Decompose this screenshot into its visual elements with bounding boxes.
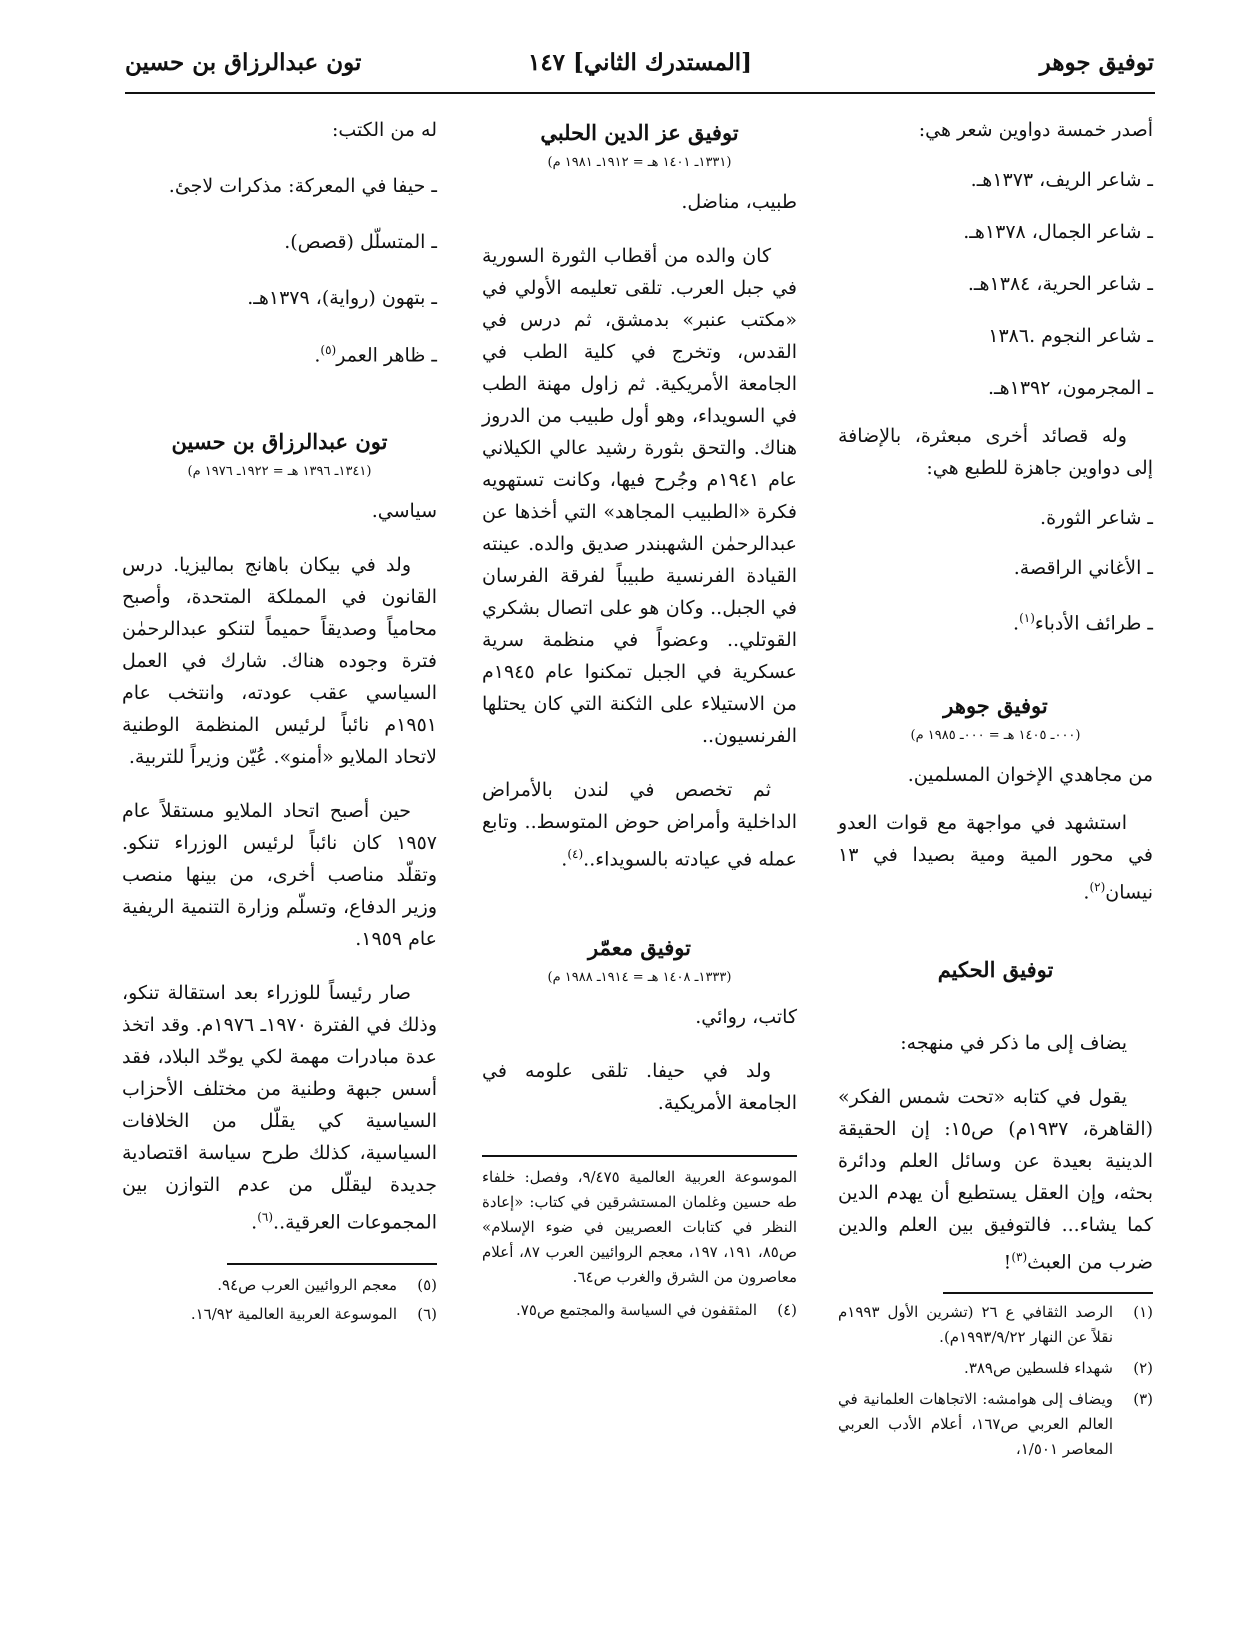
footnote: (٥) معجم الروائيين العرب ص٩٤.	[217, 1275, 437, 1294]
poetry-list	[838, 164, 1153, 404]
running-header-right: توفيق جوهر	[1039, 49, 1154, 76]
entry-paragraph: كان والده من أقطاب الثورة السورية في جبل العرب. تلقى تعليمه الأولي في «مكتب عنبر» بدمشق، ثم درس في القدس، وتخرج في كلية الطب في الجامعة الأمريكية. ثم زاول مهنة الطب في السويداء، وهو أول طبيب من الدروز هناك. والتحق بثورة رشيد عالي الكيلاني عام ١٩٤١م وجُرح فيها، وكانت تستهويه فكرة «الطبيب المجاهد» التي أخذها عن عبدالرحمٰن الشهبندر صديق والده. عينته القيادة الفرنسية طبيباً لفرقة الفرسان في الجبل.. وكان هو على اتصال بشكري القوتلي.. وعضواً في منظمة سرية عسكرية في الجبل تمكنوا عام ١٩٤٥م من الاستيلاء على الثكنة التي كان يحتلها الفرنسيون..	[482, 245, 797, 747]
entry-title: تون عبدالرزاق بن حسين	[171, 429, 388, 455]
list-item: ـ بتهون (رواية)، ١٣٧٩هـ.	[247, 287, 437, 309]
entry-description: طبيب، مناضل.	[681, 191, 797, 213]
footnote-ref: (٢)	[1089, 880, 1106, 895]
running-header-left: تون عبدالرزاق بن حسين	[125, 49, 362, 76]
entry-title: توفيق جوهر	[943, 693, 1048, 719]
entry-dates: (١٣٤١ـ ١٣٩٦ هـ = ١٩٢٢ـ ١٩٧٦ م)	[187, 464, 372, 480]
list-item: ـ شاعر الحرية، ١٣٨٤هـ.	[967, 273, 1153, 295]
list-item: ـ شاعر النجوم .١٣٨٦	[988, 325, 1153, 347]
more-poems-text: وله قصائد أخرى مبعثرة، بالإضافة إلى دواوين جاهزة للطبع هي:	[838, 425, 1153, 479]
poetry-intro: أصدر خمسة دواوين شعر هي:	[918, 119, 1153, 141]
footnotes-right	[838, 1292, 1153, 1462]
footnote: (٢) شهداء فلسطين ص٣٨٩.	[964, 1358, 1153, 1377]
footnote-rule	[227, 1263, 437, 1265]
running-header-center: [المستدرك الثاني] ١٤٧	[527, 49, 753, 76]
list-item: ـ الأغاني الراقصة.	[1013, 557, 1153, 579]
entry-title: توفيق الحكيم	[937, 956, 1054, 982]
entry-paragraph: يقول في كتابه «تحت شمس الفكر» (القاهرة، ١٩٣٧م) ص١٥: إن الحقيقة الدينية بعيدة عن وسائل العلم ودائرة بحثه، وإن العقل يستطيع أن يهدم الدين كما يشاء... فالتوفيق بين العلم والدين ضرب من العبث$^{(٣)}$!	[838, 1085, 1154, 1273]
footnote-ref: (٤)	[567, 847, 584, 861]
footnote-rule	[943, 1292, 1153, 1294]
list-item: ـ حيفا في المعركة: مذكرات لاجئ.	[168, 175, 437, 197]
footnote: (٣) ويضاف إلى هوامشه: الاتجاهات العلمانية في العالم العربي ص١٦٧، أعلام الأدب العربي المعاصر ١/٥٠١،	[838, 1389, 1153, 1458]
entry-tun-abdul-razak	[122, 425, 437, 1238]
footnote-ref: (٦)	[257, 1210, 274, 1225]
entry-description: من مجاهدي الإخوان المسلمين.	[907, 764, 1153, 787]
column-middle	[482, 110, 797, 1323]
list-item: ـ شاعر الثورة.	[1040, 507, 1153, 529]
entry-dates: (١٣٣٣ـ ١٤٠٨ هـ = ١٩١٤ـ ١٩٨٨ م)	[547, 970, 732, 986]
entry-paragraph: حين أصبح اتحاد الملايو مستقلاً عام ١٩٥٧ كان نائباً لرئيس الوزراء تنكو. وتقلّد مناصب أخرى، من بينها منصب وزير الدفاع، وتسلّم وزارة التنمية الريفية عام ١٩٥٩.	[122, 800, 437, 951]
list-item: ـ المجرمون، ١٣٩٢هـ.	[988, 377, 1153, 399]
footnotes-left	[122, 1263, 437, 1327]
books-list	[122, 170, 437, 371]
footnote: (٦) الموسوعة العربية العالمية ١٦/٩٢.	[190, 1304, 437, 1323]
entry-tawfiq-muammar	[482, 931, 797, 1119]
footnote: (١) الرصد الثقافي ع ٢٦ (تشرين الأول ١٩٩٣م نقلاً عن النهار ١٩٩٣/٩/٢٢م).	[838, 1302, 1153, 1346]
books-intro: له من الكتب:	[331, 119, 437, 141]
entry-title: توفيق معمّر	[587, 935, 691, 961]
footnote-ref: (٥)	[320, 343, 337, 357]
column-left	[122, 110, 437, 1327]
footnote: (٤) المثقفون في السياسة والمجتمع ص٧٥.	[515, 1301, 797, 1320]
unpublished-list	[838, 502, 1153, 639]
footnotes-middle	[482, 1155, 797, 1323]
entry-tawfiq-jawhar	[838, 689, 1153, 908]
footnote-ref: (٣)	[1011, 1249, 1028, 1264]
entry-paragraph: صار رئيساً للوزراء بعد استقالة تنكو، وذلك في الفترة ١٩٧٠ـ ١٩٧٦م. وقد اتخذ عدة مبادرات مهمة لكي يوحّد البلاد، فقد أسس جبهة وطنية من مختلف الأحزاب السياسية كي يقلّل من الخلافات السياسية، كذلك طرح سياسة اقتصادية جديدة ليقلّل من عدم التوازن بين المجموعات العرقية..$^{(٦)}$.	[122, 982, 438, 1234]
entry-dates: (٠٠٠ـ ١٤٠٥ هـ = ٠٠٠ـ ١٩٨٥ م)	[910, 728, 1081, 744]
list-item: ـ ظاهر العمر$^{(٥)}$.	[314, 343, 437, 367]
list-item: ـ طرائف الأدباء$^{(١)}$.	[1013, 611, 1153, 635]
footnote-rule	[482, 1155, 797, 1157]
entry-paragraph: استشهد في مواجهة مع قوات العدو في محور المية ومية بصيدا في ١٣ نيسان$^{(٢)}$.	[838, 812, 1153, 904]
entry-tawfiq-al-hakim	[838, 953, 1153, 1278]
entry-paragraph: ولد في حيفا. تلقى علومه في الجامعة الأمريكية.	[482, 1060, 797, 1115]
entry-description: سياسي.	[371, 500, 437, 523]
entry-title: توفيق عز الدين الحلبي	[540, 120, 739, 145]
entry-description: كاتب، روائي.	[695, 1006, 797, 1029]
list-item: ـ شاعر الريف، ١٣٧٣هـ.	[970, 169, 1153, 191]
entry-paragraph: ثم تخصص في لندن بالأمراض الداخلية وأمراض حوض المتوسط.. وتابع عمله في عيادته بالسويداء..$^{(٤)}$.	[482, 779, 797, 871]
column-right	[838, 110, 1153, 1462]
footnote-ref: (١)	[1019, 611, 1035, 625]
header-rule	[125, 92, 1155, 94]
list-item: ـ المتسلّل (قصص).	[284, 231, 437, 253]
entry-dates: (١٣٣١ـ ١٤٠١ هـ = ١٩١٢ـ ١٩٨١ م)	[547, 155, 732, 170]
list-item: ـ شاعر الجمال، ١٣٧٨هـ.	[963, 221, 1153, 243]
entry-paragraph: يضاف إلى ما ذكر في منهجه:	[900, 1031, 1127, 1054]
footnote-continuation: الموسوعة العربية العالمية ٩/٤٧٥، وفصل: خلفاء طه حسين وغلمان المستشرقين في كتاب: «إعادة النظر في كتابات العصريين في ضوء الإسلام» ص٨٥، ١٩١، ١٩٧، معجم الروائيين العرب ٨٧، أعلام معاصرون من الشرق والغرب ص٦٤.	[482, 1168, 798, 1287]
entry-paragraph: ولد في بيكان باهانج بماليزيا. درس القانون في المملكة المتحدة، وأصبح محامياً وصديقاً حميماً لتنكو عبدالرحمٰن فترة وجوده هناك. شارك في العمل السياسي عقب عودته، وانتخب عام ١٩٥١م نائباً لرئيس المنظمة الوطنية لاتحاد الملايو «أمنو». عُيّن وزيراً للتربية.	[122, 554, 437, 769]
